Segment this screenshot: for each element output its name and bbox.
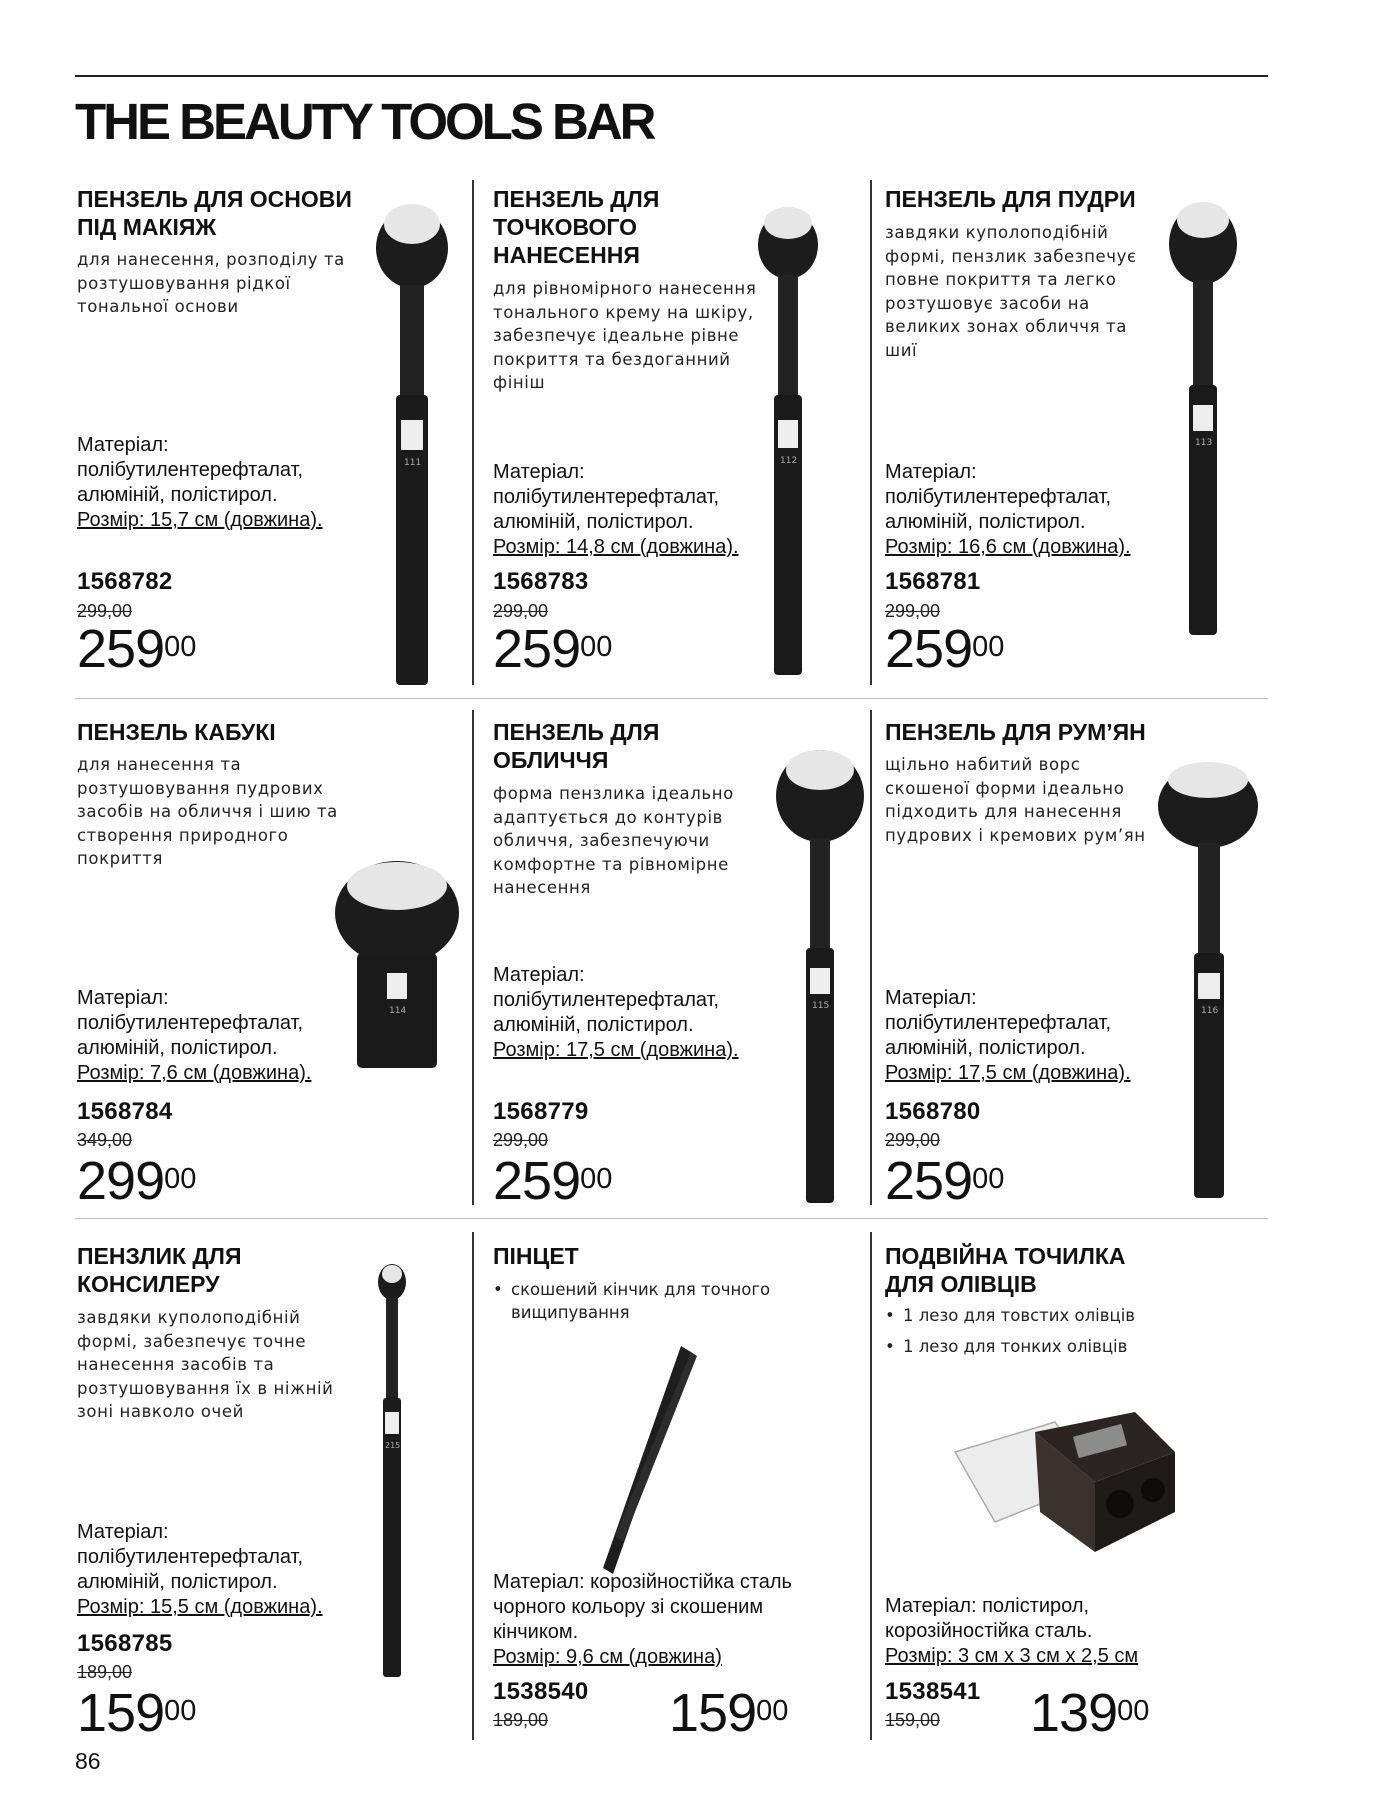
product-description: завдяки куполоподібній формі, забезпечує точне нанесення засобів та розтушовування їх в ніжній зоні навколо очей [77, 1308, 334, 1421]
price: $259^{00}$ [885, 1151, 1005, 1211]
handle-number: 116 [1201, 1006, 1219, 1016]
product-code: 1568780 [885, 1098, 981, 1125]
product-code: 1568783 [493, 568, 589, 595]
product-code: 1568784 [77, 1098, 173, 1125]
price: $299^{00}$ [77, 1151, 197, 1211]
handle-number: 113 [1195, 438, 1213, 448]
feature-item: • 1 лезо для тонких олівців [885, 1335, 1205, 1358]
product-name: ПЕНЗЕЛЬ ДЛЯ ОБЛИЧЧЯ [493, 719, 660, 773]
product-material: Матеріал: полібутилентерефталат, алюміній, полістирол. Розмір: 14,8 см (довжина). [493, 461, 739, 558]
product-code: 1568779 [493, 1098, 589, 1125]
product-code: 1538541 [885, 1678, 981, 1705]
price: $259^{00}$ [885, 619, 1005, 679]
product-material: Матеріал: полібутилентерефталат, алюміній, полістирол. Розмір: 15,7 см (довжина). [77, 434, 323, 531]
product-card[interactable] [77, 718, 469, 1238]
product-name: ПОДВІЙНА ТОЧИЛКА ДЛЯ ОЛІВЦІВ [885, 1243, 1126, 1297]
feature-item: • скошений кінчик для точного вищипування [493, 1278, 813, 1324]
handle-number: 111 [404, 458, 422, 468]
product-description: щільно набитий ворс скошеної форми ідеально підходить для нанесення пудрових і кремових рум’ян [885, 755, 1146, 845]
old-price: 299,00 [493, 1130, 549, 1150]
product-card[interactable] [77, 185, 469, 705]
face-brush-image [765, 748, 875, 1203]
old-price: 299,00 [493, 601, 549, 621]
handle-number: 114 [389, 1006, 407, 1016]
column-divider [472, 180, 474, 685]
old-price: 189,00 [493, 1710, 549, 1730]
price: $159^{00}$ [669, 1683, 789, 1743]
product-name: ПЕНЗЕЛЬ КАБУКІ [77, 719, 276, 745]
price: $139^{00}$ [1030, 1683, 1150, 1743]
feature-item: • 1 лезо для товстих олівців [885, 1304, 1205, 1327]
product-description: для рівномірного нанесення тонального крему на шкіру, забезпечує ідеальне рівне покриття та бездоганний фініш [493, 279, 757, 392]
product-card[interactable] [493, 1242, 885, 1762]
product-name: ПЕНЗЛИК ДЛЯ КОНСИЛЕРУ [77, 1243, 242, 1297]
product-card[interactable] [885, 718, 1277, 1238]
product-material: Матеріал: корозійностійка сталь чорного кольору зі скошеним кінчиком. Розмір: 9,6 см (довжина) [493, 1571, 792, 1668]
product-code: 1568785 [77, 1630, 173, 1657]
column-divider [472, 1232, 474, 1740]
product-description: завдяки куполоподібній формі, пензлик забезпечує повне покриття та легко розтушовує засоби на великих зонах обличчя та шиї [885, 223, 1137, 360]
old-price: 299,00 [77, 601, 133, 621]
product-name: ПІНЦЕТ [493, 1243, 579, 1269]
product-material: Матеріал: полістирол, корозійностійка сталь. Розмір: 3 см х 3 см х 2,5 см [885, 1595, 1139, 1667]
old-price: 189,00 [77, 1662, 133, 1682]
old-price: 159,00 [885, 1710, 941, 1730]
feature-list [493, 1278, 813, 1332]
blush-brush-image [1153, 758, 1273, 1198]
product-size: Розмір: 17,5 см (довжина). [885, 1062, 1131, 1084]
handle-number: 215 [385, 1441, 401, 1450]
product-material: Матеріал: полібутилентерефталат, алюміній, полістирол. Розмір: 7,6 см (довжина). [77, 987, 312, 1084]
kabuki-brush-image [327, 858, 467, 1068]
product-size: Розмір: 17,5 см (довжина). [493, 1039, 739, 1061]
page-number: 86 [75, 1748, 101, 1774]
product-description: форма пензлика ідеально адаптується до контурів обличчя, забезпечуючи комфортне та рівномірне нанесення [493, 784, 734, 897]
product-name: ПЕНЗЕЛЬ ДЛЯ РУМ’ЯН [885, 719, 1146, 745]
sharpener-image [945, 1402, 1185, 1562]
product-code: 1568781 [885, 568, 981, 595]
feature-list [885, 1304, 1205, 1366]
product-size: Розмір: 15,7 см (довжина). [77, 509, 323, 531]
foundation-brush-image [352, 200, 472, 685]
product-size: Розмір: 16,6 см (довжина). [885, 536, 1131, 558]
product-name: ПЕНЗЕЛЬ ДЛЯ ОСНОВИ ПІД МАКІЯЖ [77, 186, 352, 240]
product-material: Матеріал: полібутилентерефталат, алюміній, полістирол. Розмір: 15,5 см (довжина). [77, 1521, 323, 1618]
old-price: 299,00 [885, 1130, 941, 1150]
product-code: 1538540 [493, 1678, 589, 1705]
product-size: Розмір: 9,6 см (довжина) [493, 1646, 722, 1668]
product-code: 1568782 [77, 568, 173, 595]
product-card[interactable] [885, 1242, 1277, 1762]
old-price: 349,00 [77, 1130, 133, 1150]
price: $259^{00}$ [493, 1151, 613, 1211]
product-card[interactable] [885, 185, 1277, 705]
product-size: Розмір: 14,8 см (довжина). [493, 536, 739, 558]
product-card[interactable] [77, 1242, 469, 1762]
product-material: Матеріал: полібутилентерефталат, алюміній, полістирол. Розмір: 17,5 см (довжина). [493, 964, 739, 1061]
product-name: ПЕНЗЕЛЬ ДЛЯ ТОЧКОВОГО НАНЕСЕННЯ [493, 186, 660, 268]
product-name: ПЕНЗЕЛЬ ДЛЯ ПУДРИ [885, 186, 1136, 212]
product-size: Розмір: 7,6 см (довжина). [77, 1062, 312, 1084]
precision-brush-image [738, 205, 838, 675]
top-rule [75, 75, 1268, 77]
product-description: для нанесення, розподілу та розтушовування рідкої тональної основи [77, 250, 345, 316]
price: $159^{00}$ [77, 1683, 197, 1743]
product-description: для нанесення та розтушовування пудрових засобів на обличчя і шию та створення природного покриття [77, 755, 338, 868]
price: $259^{00}$ [493, 619, 613, 679]
product-size: Розмір: 3 см х 3 см х 2,5 см [885, 1645, 1139, 1667]
old-price: 299,00 [885, 601, 941, 621]
tweezers-image [593, 1342, 703, 1582]
concealer-brush-image [362, 1262, 422, 1677]
price: $259^{00}$ [77, 619, 197, 679]
product-card[interactable] [493, 718, 885, 1238]
page-title: THE BEAUTY TOOLS BAR [75, 93, 654, 150]
powder-brush-image [1153, 200, 1253, 635]
column-divider [472, 710, 474, 1205]
product-size: Розмір: 15,5 см (довжина). [77, 1596, 323, 1618]
handle-number: 112 [780, 456, 798, 466]
handle-number: 115 [812, 1001, 830, 1011]
product-material: Матеріал: полібутилентерефталат, алюміній, полістирол. Розмір: 16,6 см (довжина). [885, 461, 1131, 558]
product-material: Матеріал: полібутилентерефталат, алюміній, полістирол. Розмір: 17,5 см (довжина). [885, 987, 1131, 1084]
product-card[interactable] [493, 185, 885, 705]
